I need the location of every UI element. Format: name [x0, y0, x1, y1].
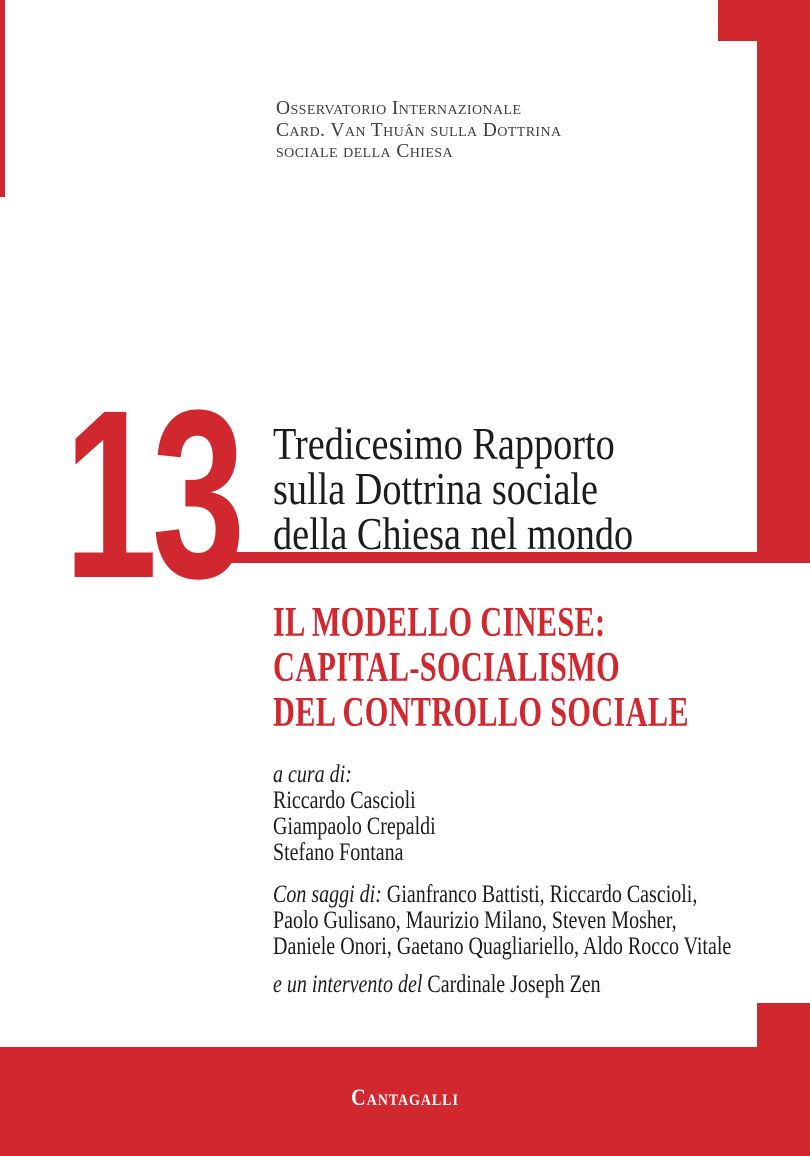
essays-line — [273, 882, 731, 908]
top-right-red-corner-cap — [718, 0, 810, 41]
editor-name: Stefano Fontana — [273, 839, 404, 866]
book-title-line: CAPITAL-SOCIALISMO — [273, 645, 621, 691]
right-red-stem — [757, 41, 810, 563]
book-title-line: IL MODELLO CINESE: — [273, 600, 606, 646]
observatory-header — [276, 98, 562, 163]
report-title-line: della Chiesa nel mondo — [273, 509, 634, 559]
essays-line: Paolo Gulisano, Maurizio Milano, Steven Mosher, — [273, 907, 677, 934]
book-title — [273, 601, 689, 736]
report-title-line: Tredicesimo Rapporto — [273, 419, 615, 469]
edition-number: 13 — [64, 360, 240, 628]
editors-block — [273, 762, 436, 866]
editor-name: Giampaolo Crepaldi — [273, 813, 436, 840]
intervention-author: Cardinale Joseph Zen — [422, 971, 601, 998]
intervention-line — [273, 972, 601, 998]
observatory-header-line: Card. Van Thuân sulla Dottrina — [276, 119, 562, 141]
essays-authors: Gianfranco Battisti, Riccardo Cascioli, — [381, 881, 698, 908]
essays-line: Daniele Onori, Gaetano Quagliariello, Aldo Rocco Vitale — [273, 933, 732, 960]
essays-label: Con saggi di: — [273, 881, 382, 908]
bottom-right-red-step — [757, 1003, 810, 1047]
intervention-label: e un intervento del — [273, 971, 423, 998]
observatory-header-line: sociale della Chiesa — [276, 141, 453, 162]
book-title-line: DEL CONTROLLO SOCIALE — [273, 690, 689, 736]
observatory-header-line: Osservatorio Internazionale — [276, 98, 522, 119]
publisher-name: Cantagalli — [351, 1085, 459, 1110]
report-title-line: sulla Dottrina sociale — [273, 464, 599, 514]
editors-label: a cura di: — [273, 761, 352, 788]
left-red-bar — [0, 0, 5, 197]
editor-name: Riccardo Cascioli — [273, 787, 416, 814]
essays-block — [273, 882, 731, 960]
report-title — [273, 419, 634, 559]
